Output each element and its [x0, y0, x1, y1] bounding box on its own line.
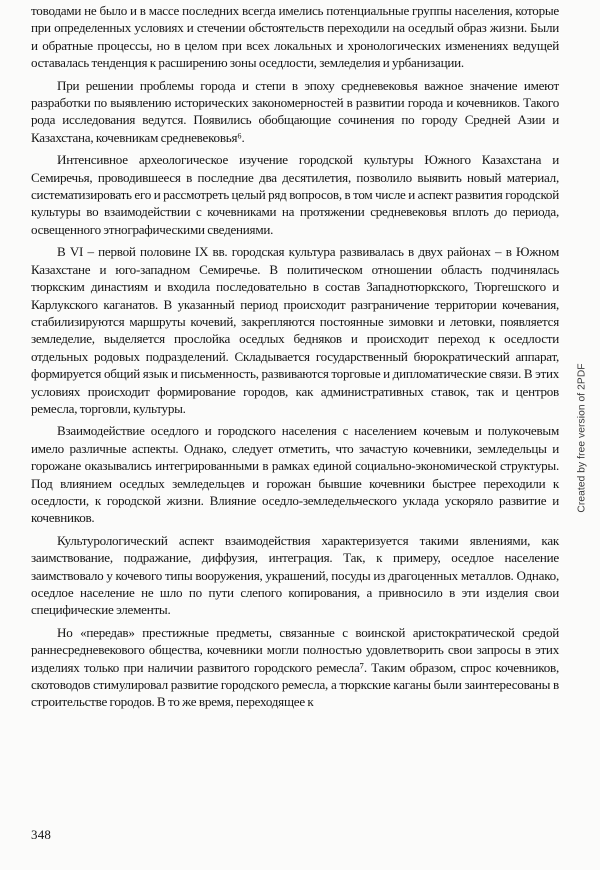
body-text: [31, 2, 559, 711]
paragraph-1: товодами не было и в массе последних всегда имелись потенциальные группы населения, которые при определенных условиях и стечении обстоятельств переходили на оседлый образ жизни. Были и обратные процессы, но в целом при всех локальных и хронологических изменениях ведущей оставалась тенденция к расширению зоны оседлости, земледелия и урбанизации.: [31, 3, 559, 71]
paragraph-4: В VI – первой половине IX вв. городская культура развивалась в двух районах – в Южном Казахстане и юго-западном Семиречье. В политическом отношении область подчинялась тюркским династиям и входила последовательно в состав Западнотюркского, Тюргешского и Карлукского каганатов. В указанный период происходит разграничение территории кочевания, стабилизируются маршруты кочевий, закрепляются постоянные зимовки и летовки, появляется земледелие, выделяется прослойка оседлых бедняков и происходит переход к оседлости отдельных родовых подразделений. Складывается государственный бюрократический аппарат, формируется общий язык и письменность, развиваются торговые и дипломатические связи. В этих условиях происходит формирование городов, как административных ставок, так и центров ремесла, торговли, культуры.: [31, 244, 559, 416]
paragraph-2: При решении проблемы города и степи в эпоху средневековья важное значение имеют разработки по выявлению исторических закономерностей в развитии города и кочевников. Такого рода исследования ведутся. Появились обобщающие сочинения по городу Средней Азии и Казахстана, кочевникам средневековья⁶.: [31, 77, 559, 145]
paragraph-6: Культурологический аспект взаимодействия характеризуется такими явлениями, как заимствование, подражание, диффузия, интеграция. Так, к примеру, оседлое население заимствовало у кочевого типы вооружения, украшений, посуды из драгоценных металлов. Однако, оседлое население не шло по пути слепого копирования, а привносило в эти изделия свои специфические элементы.: [31, 532, 559, 618]
watermark-text: Created by free version of 2PDF: [576, 363, 588, 513]
paragraph-7: Но «передав» престижные предметы, связанные с воинской аристократической средой раннесредневекового общества, кочевники могли полностью удовлетворить свои запросы в этих изделиях только при наличии развитого городского ремесла⁷. Таким образом, спрос кочевников, скотоводов стимулировал развитие городского ремесла, а тюркские каганы были заинтересованы в строительстве городов. В то же время, переходящее к: [31, 624, 559, 710]
page-number: 348: [31, 827, 52, 842]
paragraph-5: Взаимодействие оседлого и городского населения с населением кочевым и полукочевым имело различные аспекты. Однако, следует отметить, что зачастую кочевники, земледельцы и горожане оказывались интегрированными в рамках единой социально-экономической структуры. Под влиянием оседлых земледельцев и горожан бывшие кочевники быстрее переходили к оседлости, к городской жизни. Влияние оседло-земледельческого уклада ускоряло развитие и кочевников.: [31, 423, 559, 526]
paragraph-3: Интенсивное археологическое изучение городской культуры Южного Казахстана и Семиречья, проводившееся в последние два десятилетия, позволило выявить новый материал, систематизировать его и рассмотреть целый ряд вопросов, в том числе и аспект развития городской культуры во взаимодействии с кочевниками на протяжении средневековья вплоть до периода, освещенного этнографическими сведениями.: [31, 152, 559, 237]
